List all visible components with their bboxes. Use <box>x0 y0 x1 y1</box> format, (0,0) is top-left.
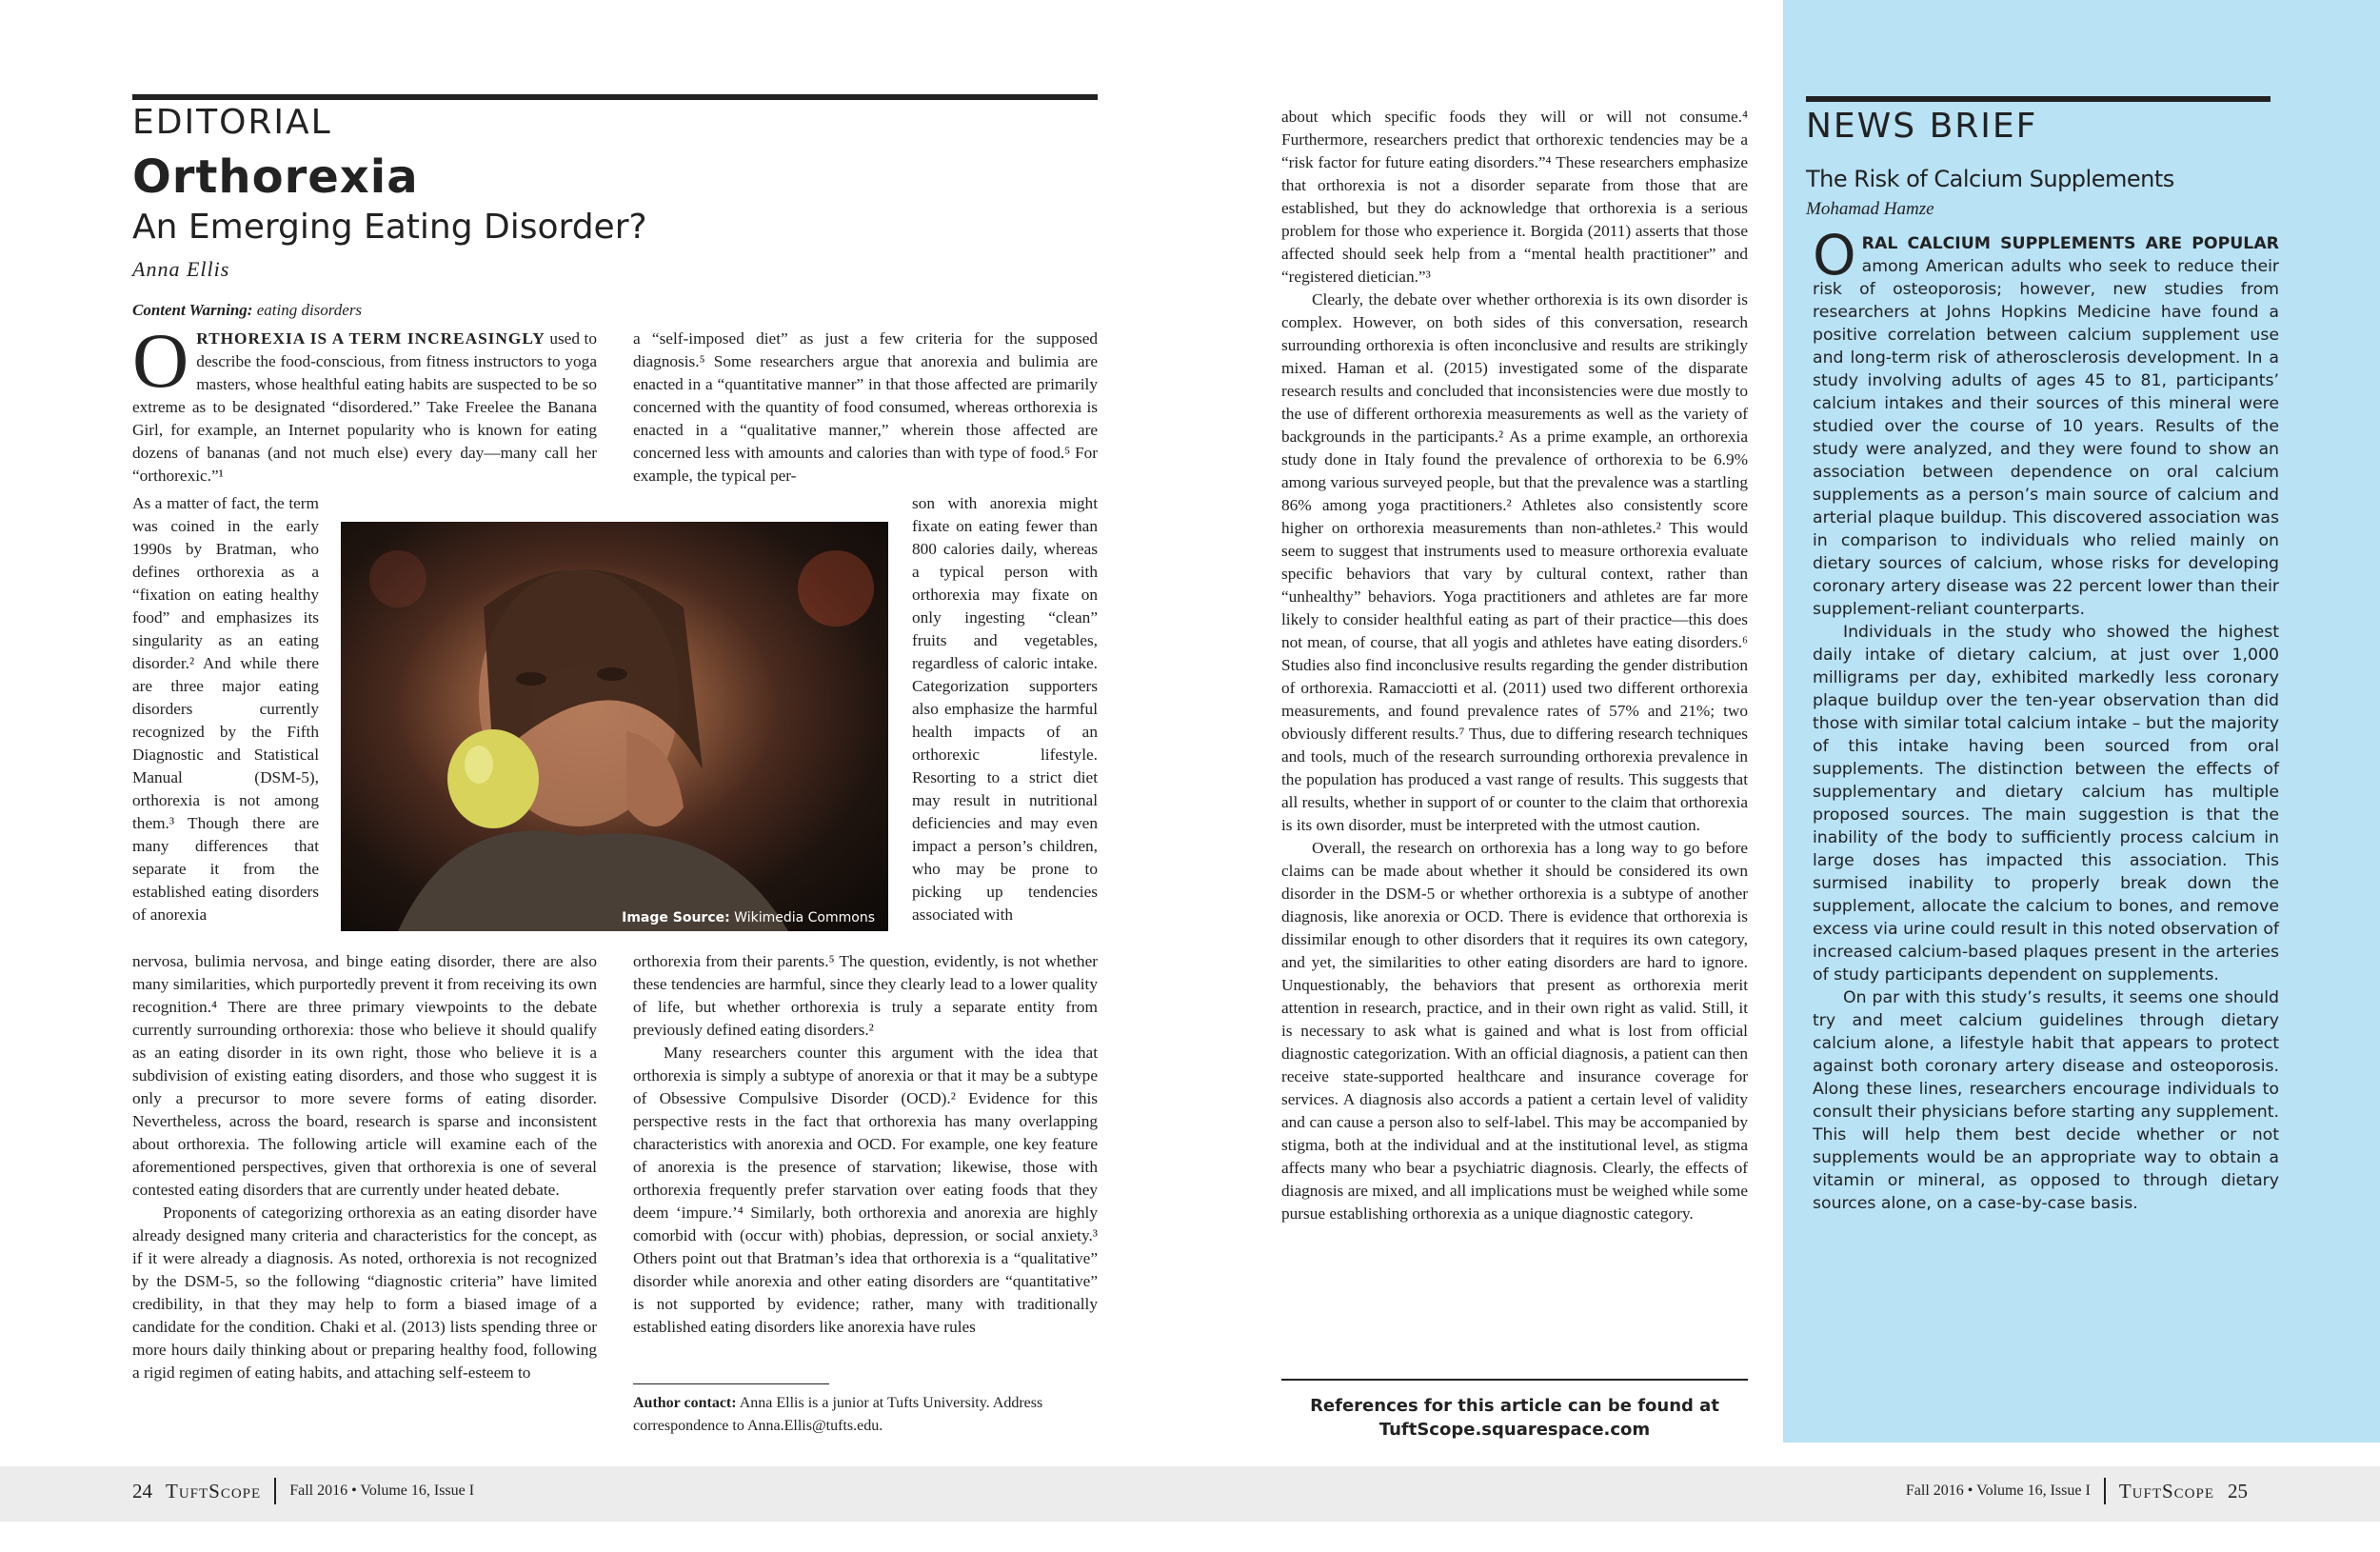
article-author: Anna Ellis <box>132 257 230 281</box>
column-1-bottom <box>132 950 597 1384</box>
footer-right <box>1906 1478 2248 1504</box>
column-1-p3: Proponents of categorizing orthorexia as an eating disorder have already designed many criteria and characteristics for the concept, as if it were already a diagnosis. As noted, orthorexia is not recognized by the DSM-5, so the following “diagnostic criteria” have limited credibility, in that they may help to form a biased image of a candidate for the condition. Chaki et al. (2013) lists spending three or more hours daily thinking about or preparing healthy food, following a rigid regimen of eating habits, and attaching self-esteem to <box>132 1204 597 1382</box>
references-line-1: References for this article can be found at <box>1310 1396 1719 1416</box>
news-p1 <box>1813 223 2279 621</box>
column-3-p3: Overall, the research on orthorexia has a long way to go before claims can be made about whether it should be considered its own disorder in the DSM-5 or whether orthorexia is a subtype of another diagnosis, like anorexia or OCD. There is evidence that orthorexia is dissimilar enough to other disorders that it requires its own category, and yet, the similarities to other eating disorders are hard to ignore. Unquestionably, the behaviors that present as orthorexia merit attention in research, practice, and in their own right as valid. Still, it is necessary to ask what is gained and what is lost from official diagnostic categorization. With an official diagnosis, a patient can then receive state-supported healthcare and insurance coverage for services. A diagnosis also accords a patient a certain level of validity and can cause a person also to self-label. This may be accompanied by stigma, both at the individual and at the institutional level, as stigma affects many who bear a psychiatric diagnosis. Clearly, the effects of diagnosis are mixed, and all implications must be weighed while some pursue establishing orthorexia as a unique diagnostic category. <box>1281 839 1748 1223</box>
news-body <box>1813 223 2279 1215</box>
lead-in: RTHOREXIA IS A TERM INCREASINGLY <box>196 329 545 348</box>
woman-eating-apple-illustration <box>341 522 888 931</box>
content-warning-text: eating disorders <box>256 301 363 319</box>
column-2-narrow: son with anorexia might fixate on eating fewer than 800 calories daily, whereas a typical person with orthorexia may fixate on only ingesting “clean” fruits and vegetables, regardless of caloric intake. Categorization supporters also emphasize the harmful health impacts of an orthorexic lifestyle. Resorting to a strict diet may result in nutritional deficiencies and may even impact a person’s children, who may be prone to picking up tendencies associated with <box>912 494 1098 924</box>
issue-left: Fall 2016 • Volume 16, Issue I <box>289 1482 475 1499</box>
author-contact-rule <box>633 1383 829 1384</box>
news-top-rule <box>1806 96 2271 102</box>
brand-right: TuftScope <box>2118 1479 2214 1502</box>
editorial-top-rule <box>132 94 1098 100</box>
image-caption-source: Wikimedia Commons <box>734 910 875 925</box>
news-author: Mohamad Hamze <box>1806 199 1934 219</box>
column-1-p1 <box>132 317 597 487</box>
author-contact-label: Author contact: <box>633 1395 737 1411</box>
page-number-right: 25 <box>2228 1479 2248 1502</box>
column-2-p3: Many researchers counter this argument with the idea that orthorexia is simply a subtype of anorexia or that it may be a subtype of Obsessive Compulsive Disorder (OCD).² Evidence for this perspective rests in the fact that orthorexia has many overlapping characteristics with anorexia and OCD. For example, one key feature of anorexia is the presence of starvation; likewise, those with orthorexia frequently prefer starvation over eating foods that they deem ‘impure.’⁴ Similarly, both orthorexia and anorexia are highly comorbid with (occur with) phobias, depression, or social anxiety.³ Others point out that Bratman’s idea that orthorexia is a “qualitative” disorder while anorexia and other eating disorders are “quantitative” is not supported by evidence; rather, many with traditionally established eating disorders like anorexia have rules <box>633 1044 1098 1336</box>
references-rule <box>1281 1379 1748 1381</box>
news-lead-in: RAL CALCIUM SUPPLEMENTS ARE POPULAR <box>1861 234 2279 253</box>
news-p2: Individuals in the study who showed the highest daily intake of dietary calcium, at just over 1,000 milligrams per day, exhibited markedly less coronary plaque buildup over the ten-year observation than did those with similar total calcium intake – but the majority of this intake having been sourced from oral supplements. The distinction between the effects of supplementary and dietary calcium has multiple proposed sources. The main suggestion is that the inability of the body to sufficiently process calcium in large doses has impacted this association. This surmised inability to properly break down the supplement, allocate the calcium to bones, and remove excess via urine could result in this noted observation of increased calcium-based plaques present in the arteries of study participants dependent on supplements. <box>1813 623 2279 985</box>
news-p1-text: among American adults who seek to reduce their risk of osteoporosis; however, new studies from researchers at Johns Hopkins Medicine have found a positive correlation between calcium supplement use and long-term risk of atherosclerosis development. In a study involving adults of ages 45 to 81, participants’ calcium intakes and their sources of this mineral were studied over the course of 10 years. Results of the study were analyzed, and they were found to show an association between dependence on oral calcium supplements as a person’s main source of calcium and arterial plaque buildup. This discovered association was in comparison to individuals who relied mainly on dietary sources of calcium, whose risks for developing coronary artery disease was 22 percent lower than their supplement-reliant counterparts. <box>1813 257 2279 619</box>
article-photo <box>341 522 888 931</box>
column-3-p2: Clearly, the debate over whether orthorexia is its own disorder is complex. However, on both sides of this conversation, research surrounding orthorexia is often inconclusive and results are strikingly mixed. Haman et al. (2015) investigated some of the disparate research results and concluded that inconsistencies were due mostly to the use of different orthorexia measurements as well as the variety of backgrounds in the participants.² As a prime example, an orthorexia study done in Italy found the prevalence of orthorexia to be 6.9% among various surveyed people, but that the prevalence was a startling 86% among yoga practitioners.² Athletes also consistently score higher on orthorexia measurements than non-athletes.² This would seem to suggest that instruments used to measure orthorexia evaluate specific behaviors that vary by cultural context, rather than “unhealthy” behaviors. Yoga practitioners and athletes are far more likely to consider healthful eating as part of their practice—this does not mean, of course, that all yogis and athletes have eating disorders.⁶ Studies also find inconclusive results regarding the gender distribution of orthorexia. Ramacciotti et al. (2011) used two different orthorexia measurements, and found prevalence rates of 57% and 21%; two obviously different results.⁷ Thus, due to differing research techniques and tools, much of the research surrounding orthorexia prevalence in the population has produced a vast range of results. This suggests that all results, whether in support of or counter to the claim that orthorexia is its own disorder, must be interpreted with the utmost caution. <box>1281 290 1748 834</box>
news-title: The Risk of Calcium Supplements <box>1806 166 2174 192</box>
footer-divider-right <box>2104 1478 2106 1504</box>
column-2-bottom <box>633 950 1098 1339</box>
column-2-p2: orthorexia from their parents.⁵ The question, evidently, is not whether these tendencies are harmful, since they clearly lead to a lower quality of life, but whether orthorexia is truly a separate entity from previously defined eating disorders.² <box>633 952 1098 1039</box>
column-2-top: a “self-imposed diet” as just a few criteria for the supposed diagnosis.⁵ Some researchers argue that anorexia and bulimia are enacted in a “quantitative manner” in that those affected are primarily concerned with the quantity of food consumed, whereas orthorexia is enacted in a “qualitative manner,” wherein those affected are concerned less with amounts and calories than with type of food.⁵ For example, the typical per- <box>633 329 1098 485</box>
column-1-narrow: As a matter of fact, the term was coined in the early 1990s by Bratman, who defines orthorexia as a “fixation on eating healthy food” and emphasizes its singularity as an eating disorder.² And while there are three major eating disorders currently recognized by the Fifth Diagnostic and Statistical Manual (DSM-5), orthorexia is not among them.³ Though there are many differences that separate it from the established eating disorders of anorexia <box>132 494 319 924</box>
image-caption-label: Image Source: <box>622 910 730 925</box>
article-subtitle: An Emerging Eating Disorder? <box>132 208 647 247</box>
page-number-left: 24 <box>132 1479 152 1502</box>
news-brief-panel <box>1783 0 2380 1443</box>
references-link[interactable]: TuftScope.squarespace.com <box>1378 1420 1651 1440</box>
footer-divider-left <box>274 1478 276 1504</box>
author-contact <box>633 1392 1098 1438</box>
footer-left <box>132 1478 474 1504</box>
news-p3: On par with this study’s results, it seems one should try and meet calcium guidelines through dietary calcium alone, a lifestyle habit that appears to protect against both coronary artery disease and osteoporosis. Along these lines, researchers encourage individuals to consult their physicians before starting any supplement. This will help them best decide whether or not supplements would be an appropriate way to obtain a vitamin or mineral, as opposed to through dietary sources alone, on a case-by-case basis. <box>1813 988 2279 1213</box>
news-drop-cap: O <box>1813 223 1856 288</box>
news-section-label: NEWS BRIEF <box>1806 107 2038 146</box>
image-caption <box>622 910 875 925</box>
references-note <box>1281 1394 1748 1442</box>
column-1-p2: nervosa, bulimia nervosa, and binge eating disorder, there are also many similarities, which purportedly prevent it from receiving its own recognition.⁴ There are three primary viewpoints to the debate currently surrounding orthorexia: those who believe it should qualify as an eating disorder in its own right, those who believe it is a subdivision of existing eating disorders, and those who suggest it is only a precursor to more severe forms of eating disorder. Nevertheless, across the board, research is sparse and inconsistent about orthorexia. The following article will examine each of the aforementioned perspectives, given that orthorexia is one of several contested eating disorders that are currently under heated debate. <box>132 952 597 1199</box>
brand-left: TuftScope <box>166 1479 262 1502</box>
article-title: Orthorexia <box>132 150 419 204</box>
issue-right: Fall 2016 • Volume 16, Issue I <box>1905 1482 2091 1499</box>
column-3 <box>1281 106 1748 1225</box>
section-label: EDITORIAL <box>132 103 332 142</box>
drop-cap: O <box>132 317 189 404</box>
column-1-top <box>132 317 597 487</box>
column-3-p1: about which specific foods they will or will not consume.⁴ Furthermore, researchers predict that orthorexic tendencies may be a “risk factor for future eating disorders.”⁴ These researchers emphasize that orthorexia is not a disorder separate from those that are established, but they do acknowledge that orthorexia is a serious problem for those who experience it. Borgida (2011) asserts that those affected should seek help from a “mental health practitioner” and “registered dietician.”³ <box>1281 108 1748 286</box>
column-1-p1-text: used to describe the food-conscious, from fitness instructors to yoga masters, whose healthful eating habits are suspected to be so extreme as to be designated “disordered.” Take Freelee the Banana Girl, for example, an Internet popularity who is known for eating dozens of bananas (and not much else) every day—many call her “orthorexic.”¹ <box>132 329 597 485</box>
author-contact-text: Anna Ellis is a junior at Tufts University. Address correspondence to Anna.Ellis@tufts.edu. <box>633 1395 1043 1434</box>
content-warning-label: Content Warning: <box>132 301 253 319</box>
